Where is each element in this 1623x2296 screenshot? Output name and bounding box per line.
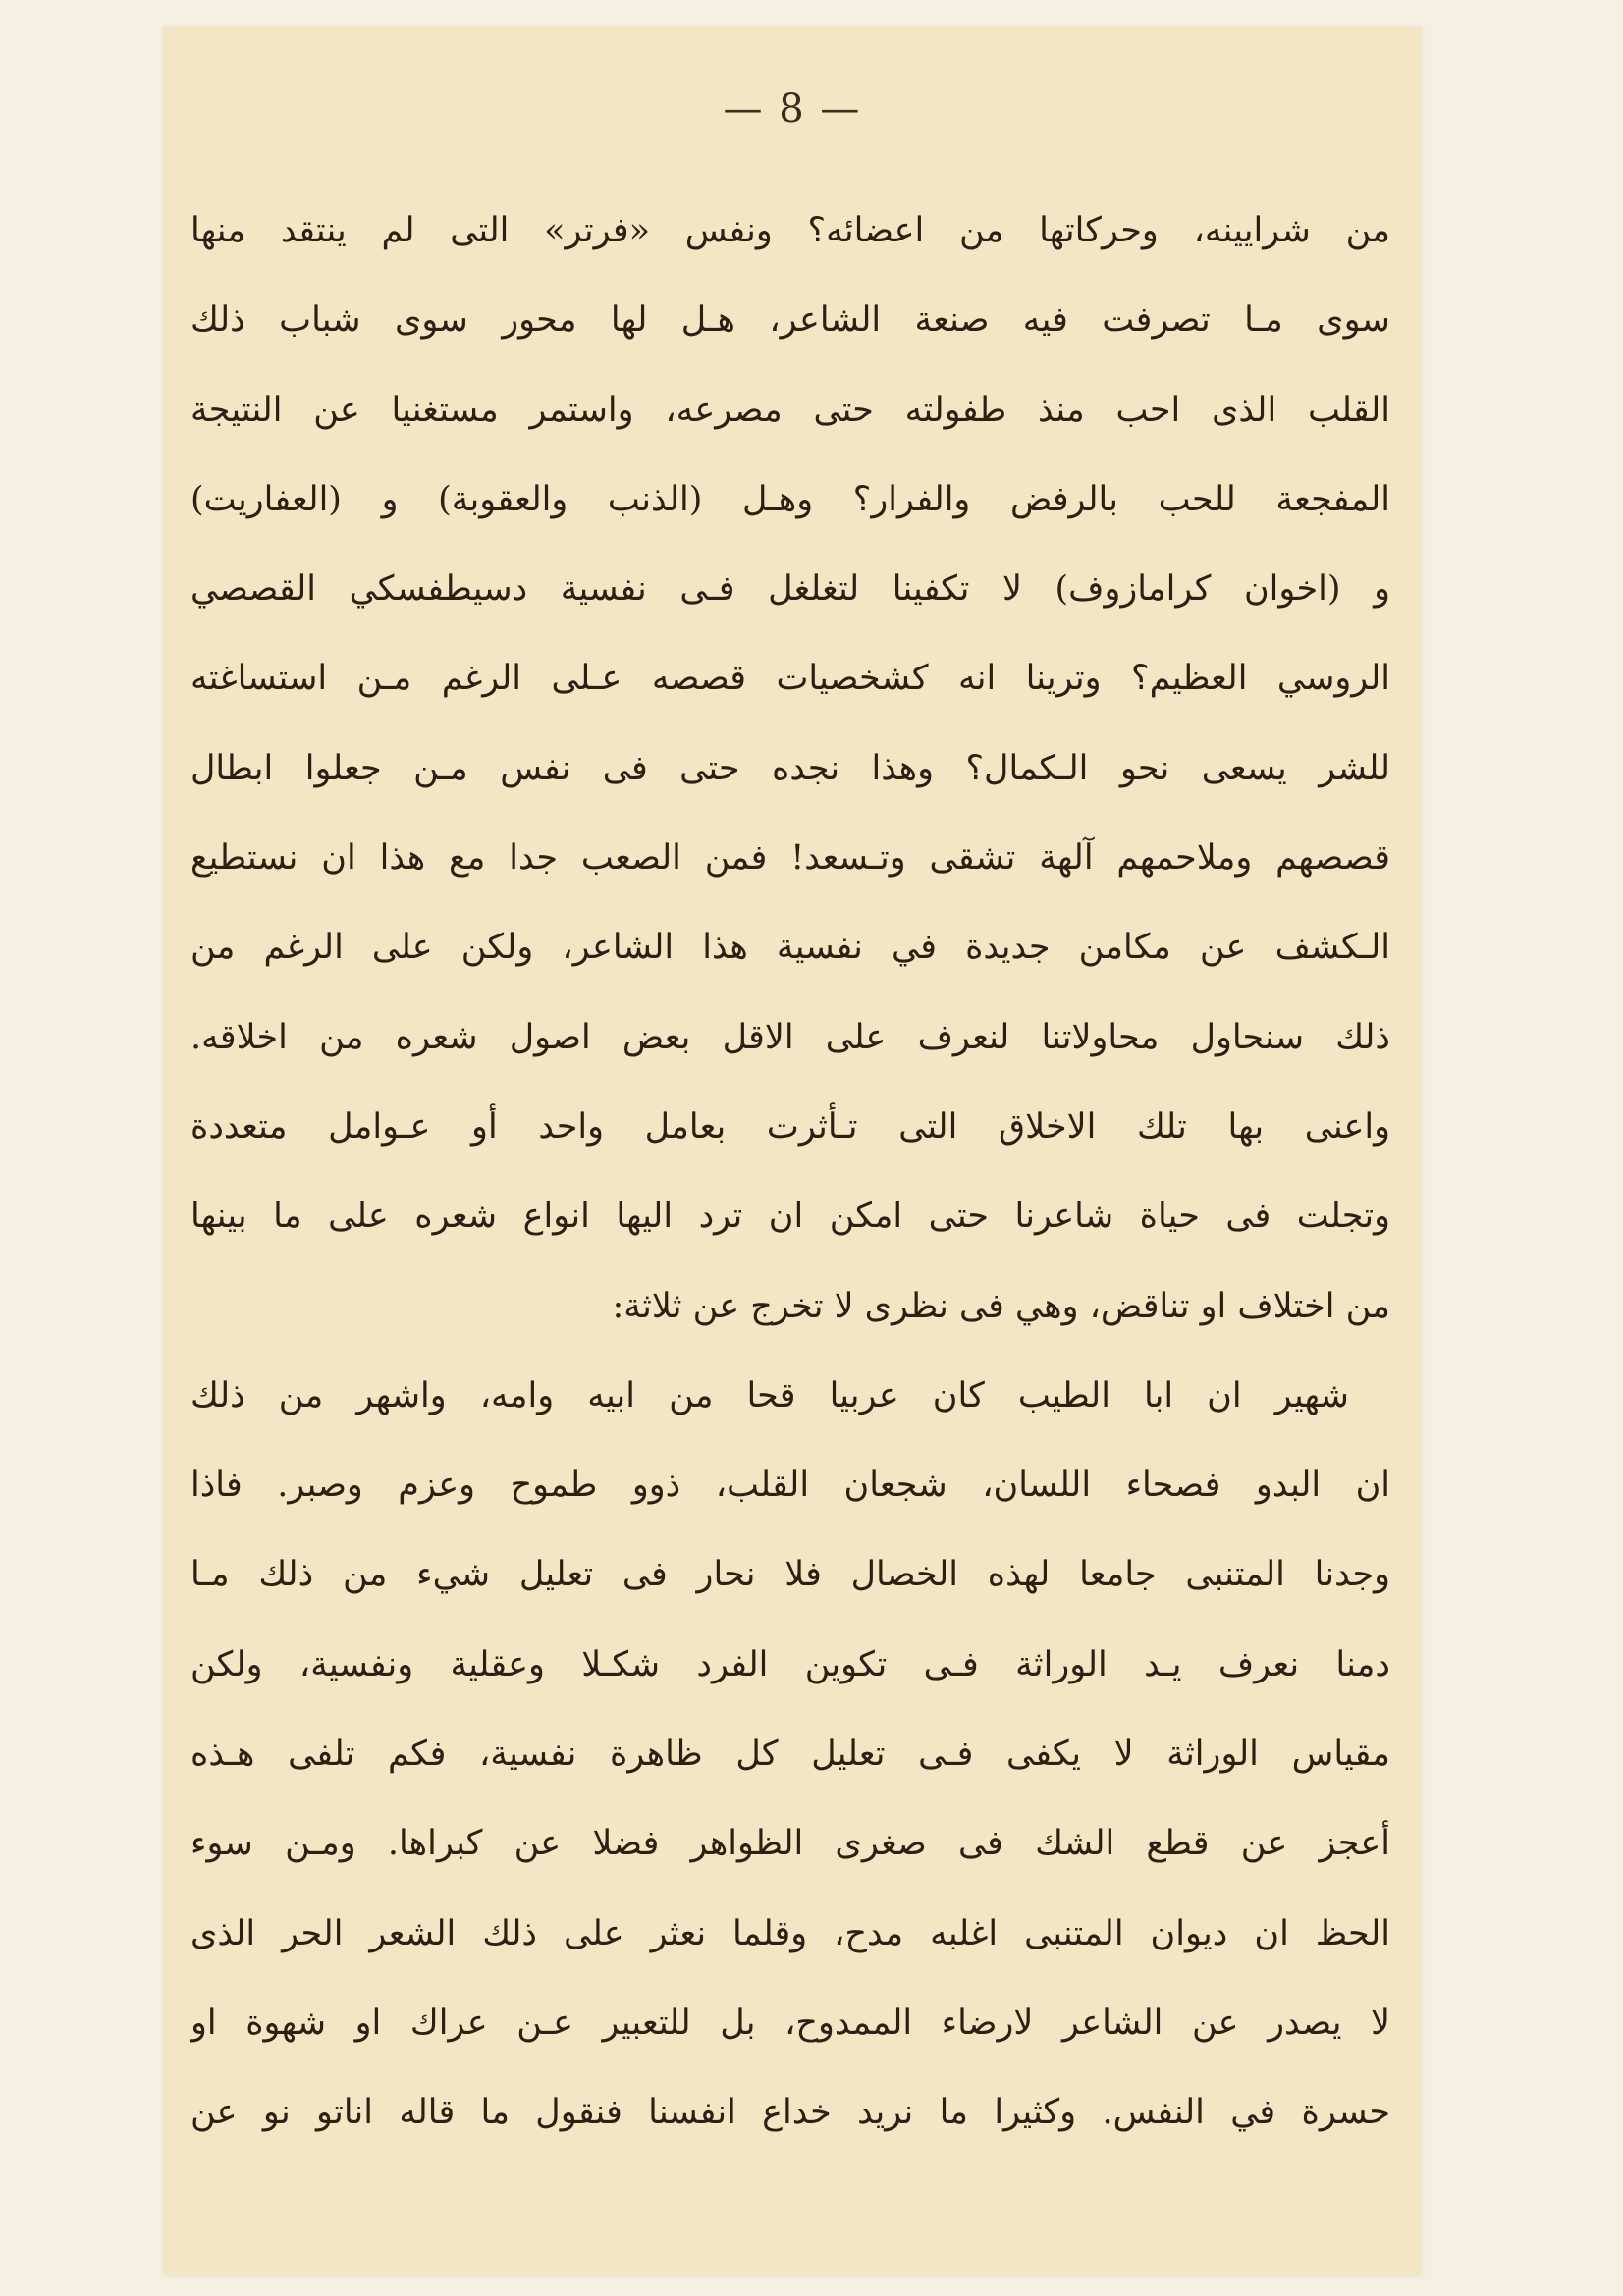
text-line: أعجز عن قطع الشك فى صغرى الظواهر فضلا عن كبراها. ومـن سوء [190,1824,1390,1864]
text-line: وتجلت فى حياة شاعرنا حتى امكن ان ترد اليها انواع شعره على ما بينها [190,1197,1390,1237]
text-line: دمنا نعرف يـد الوراثة فـى تكوين الفرد شكـلا وعقلية ونفسية، ولكن [190,1644,1390,1684]
text-line: مقياس الوراثة لا يكفى فـى تعليل كل ظاهرة نفسية، فكم تلفى هـذه [190,1735,1390,1775]
text-line: ان البدو فصحاء اللسان، شجعان القلب، ذوو طموح وعزم وصبر. فاذا [190,1466,1390,1506]
text-line: قصصهم وملاحمهم آلهة تشقى وتـسعد! فمن الصعب جدا مع هذا ان نستطيع [190,838,1390,879]
text-line: شهير ان ابا الطيب كان عربيا قحا من ابيه وامه، واشهر من ذلك [190,1375,1349,1415]
text-line: واعنى بها تلك الاخلاق التى تـأثرت بعامل واحد أو عـوامل متعددة [190,1106,1390,1147]
text-line: الـكشف عن مكامن جديدة في نفسية هذا الشاعر، ولكن على الرغم من [190,928,1390,968]
text-line: المفجعة للحب بالرفض والفرار؟ وهـل (الذنب والعقوبة) و (العفاريت) [190,479,1390,519]
text-line: القلب الذى احب منذ طفولته حتى مصرعه، واستمر مستغنيا عن النتيجة [190,390,1390,430]
text-line: لا يصدر عن الشاعر لارضاء الممدوح، بل للتعبير عـن عراك او شهوة او [190,2002,1390,2043]
text-line: للشر يسعى نحو الـكمال؟ وهذا نجده حتى فى نفس مـن جعلوا ابطال [190,748,1390,788]
text-line: حسرة في النفس. وكثيرا ما نريد خداع انفسنا فنقول ما قاله اناتو نو عن [190,2093,1390,2133]
body-text [190,187,1390,2159]
text-line: و (اخوان كرامازوف) لا تكفينا لتغلغل فـى نفسية دسيطفسكي القصصي [190,569,1390,610]
text-line: من شرايينه، وحركاتها من اعضائه؟ ونفس «فرتر» التى لم ينتقد منها [190,211,1390,250]
text-line: وجدنا المتنبى جامعا لهذه الخصال فلا نحار فى تعليل شيء من ذلك مـا [190,1555,1390,1595]
page-number: — 8 — [723,86,862,132]
text-line: الروسي العظيم؟ وترينا انه كشخصيات قصصه عـلى الرغم مـن استساغته [190,659,1390,699]
text-line: ذلك سنحاول محاولاتنا لنعرف على الاقل بعض اصول شعره من اخلاقه. [190,1017,1390,1057]
text-line: سوى مـا تصرفت فيه صنعة الشاعر، هـل لها محور سوى شباب ذلك [190,300,1390,341]
book-page [164,27,1421,2275]
text-line: من اختلاف او تناقض، وهي فى نظرى لا تخرج عن ثلاثة: [612,1286,1390,1326]
text-line: الحظ ان ديوان المتنبى اغلبه مدح، وقلما نعثر على ذلك الشعر الحر الذى [190,1913,1390,1953]
